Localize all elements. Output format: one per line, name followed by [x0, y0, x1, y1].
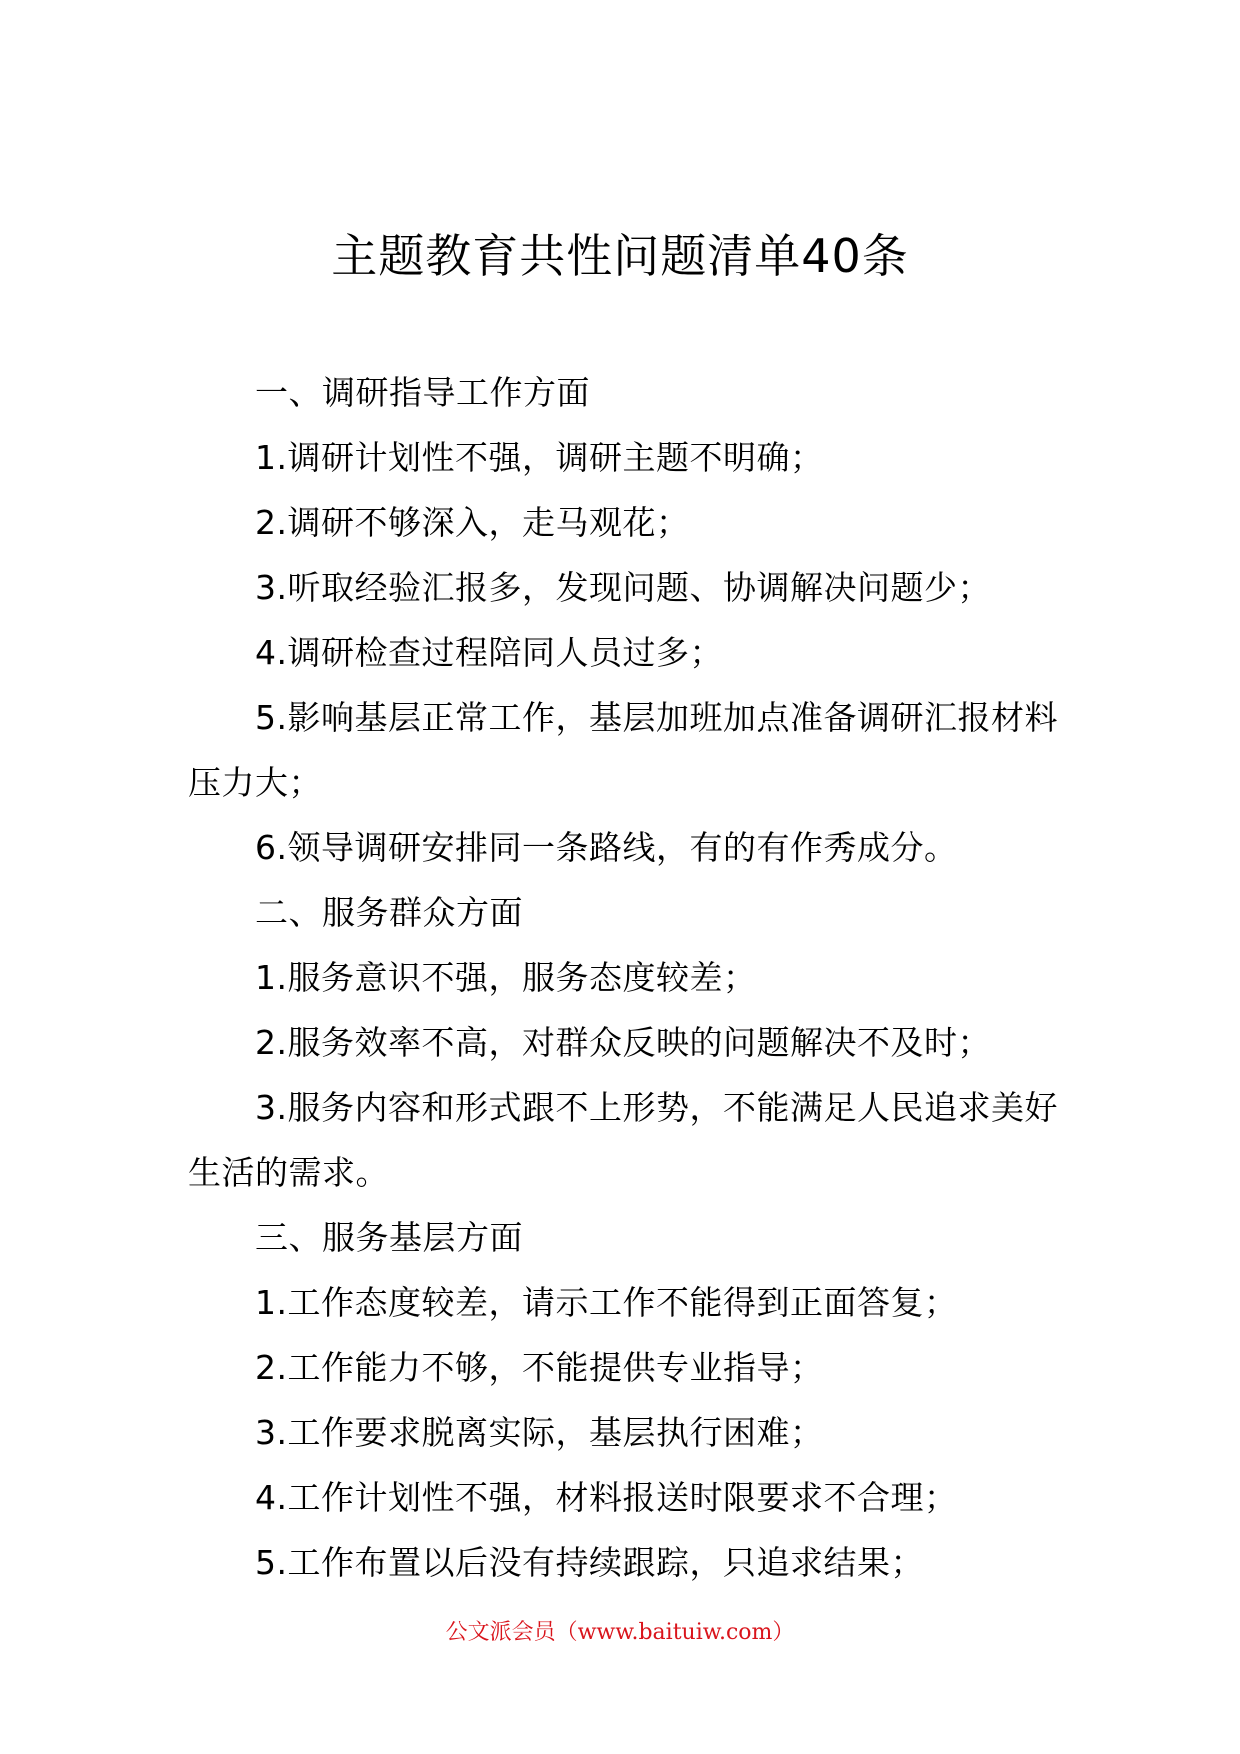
list-item: 1.调研计划性不强，调研主题不明确；: [255, 438, 824, 477]
list-item: 3.听取经验汇报多，发现问题、协调解决问题少；: [255, 568, 991, 607]
list-item: 3.工作要求脱离实际，基层执行困难；: [255, 1413, 824, 1452]
list-item: 1.服务意识不强，服务态度较差；: [255, 958, 757, 997]
list-item: 4.调研检查过程陪同人员过多；: [255, 633, 723, 672]
section-heading: 三、服务基层方面: [255, 1218, 523, 1257]
list-item: 5.影响基层正常工作，基层加班加点准备调研汇报材料压力大；: [188, 698, 1058, 802]
list-item: 2.服务效率不高，对群众反映的问题解决不及时；: [255, 1023, 991, 1062]
list-item: 6.领导调研安排同一条路线，有的有作秀成分。: [255, 828, 958, 867]
page-title: 主题教育共性问题清单40条: [331, 229, 909, 283]
list-item: 5.工作布置以后没有持续跟踪，只追求结果；: [255, 1543, 924, 1582]
footer-watermark: 公文派会员（www.baituiw.com）: [445, 1620, 795, 1645]
section-heading: 二、服务群众方面: [255, 893, 523, 932]
list-item: 4.工作计划性不强，材料报送时限要求不合理；: [255, 1478, 958, 1517]
list-item: 3.服务内容和形式跟不上形势，不能满足人民追求美好生活的需求。: [188, 1088, 1058, 1192]
list-item: 1.工作态度较差，请示工作不能得到正面答复；: [255, 1283, 958, 1322]
section-heading: 一、调研指导工作方面: [255, 373, 590, 412]
list-item: 2.工作能力不够，不能提供专业指导；: [255, 1348, 824, 1387]
list-item: 2.调研不够深入，走马观花；: [255, 503, 690, 542]
document-body: [188, 360, 1058, 1595]
